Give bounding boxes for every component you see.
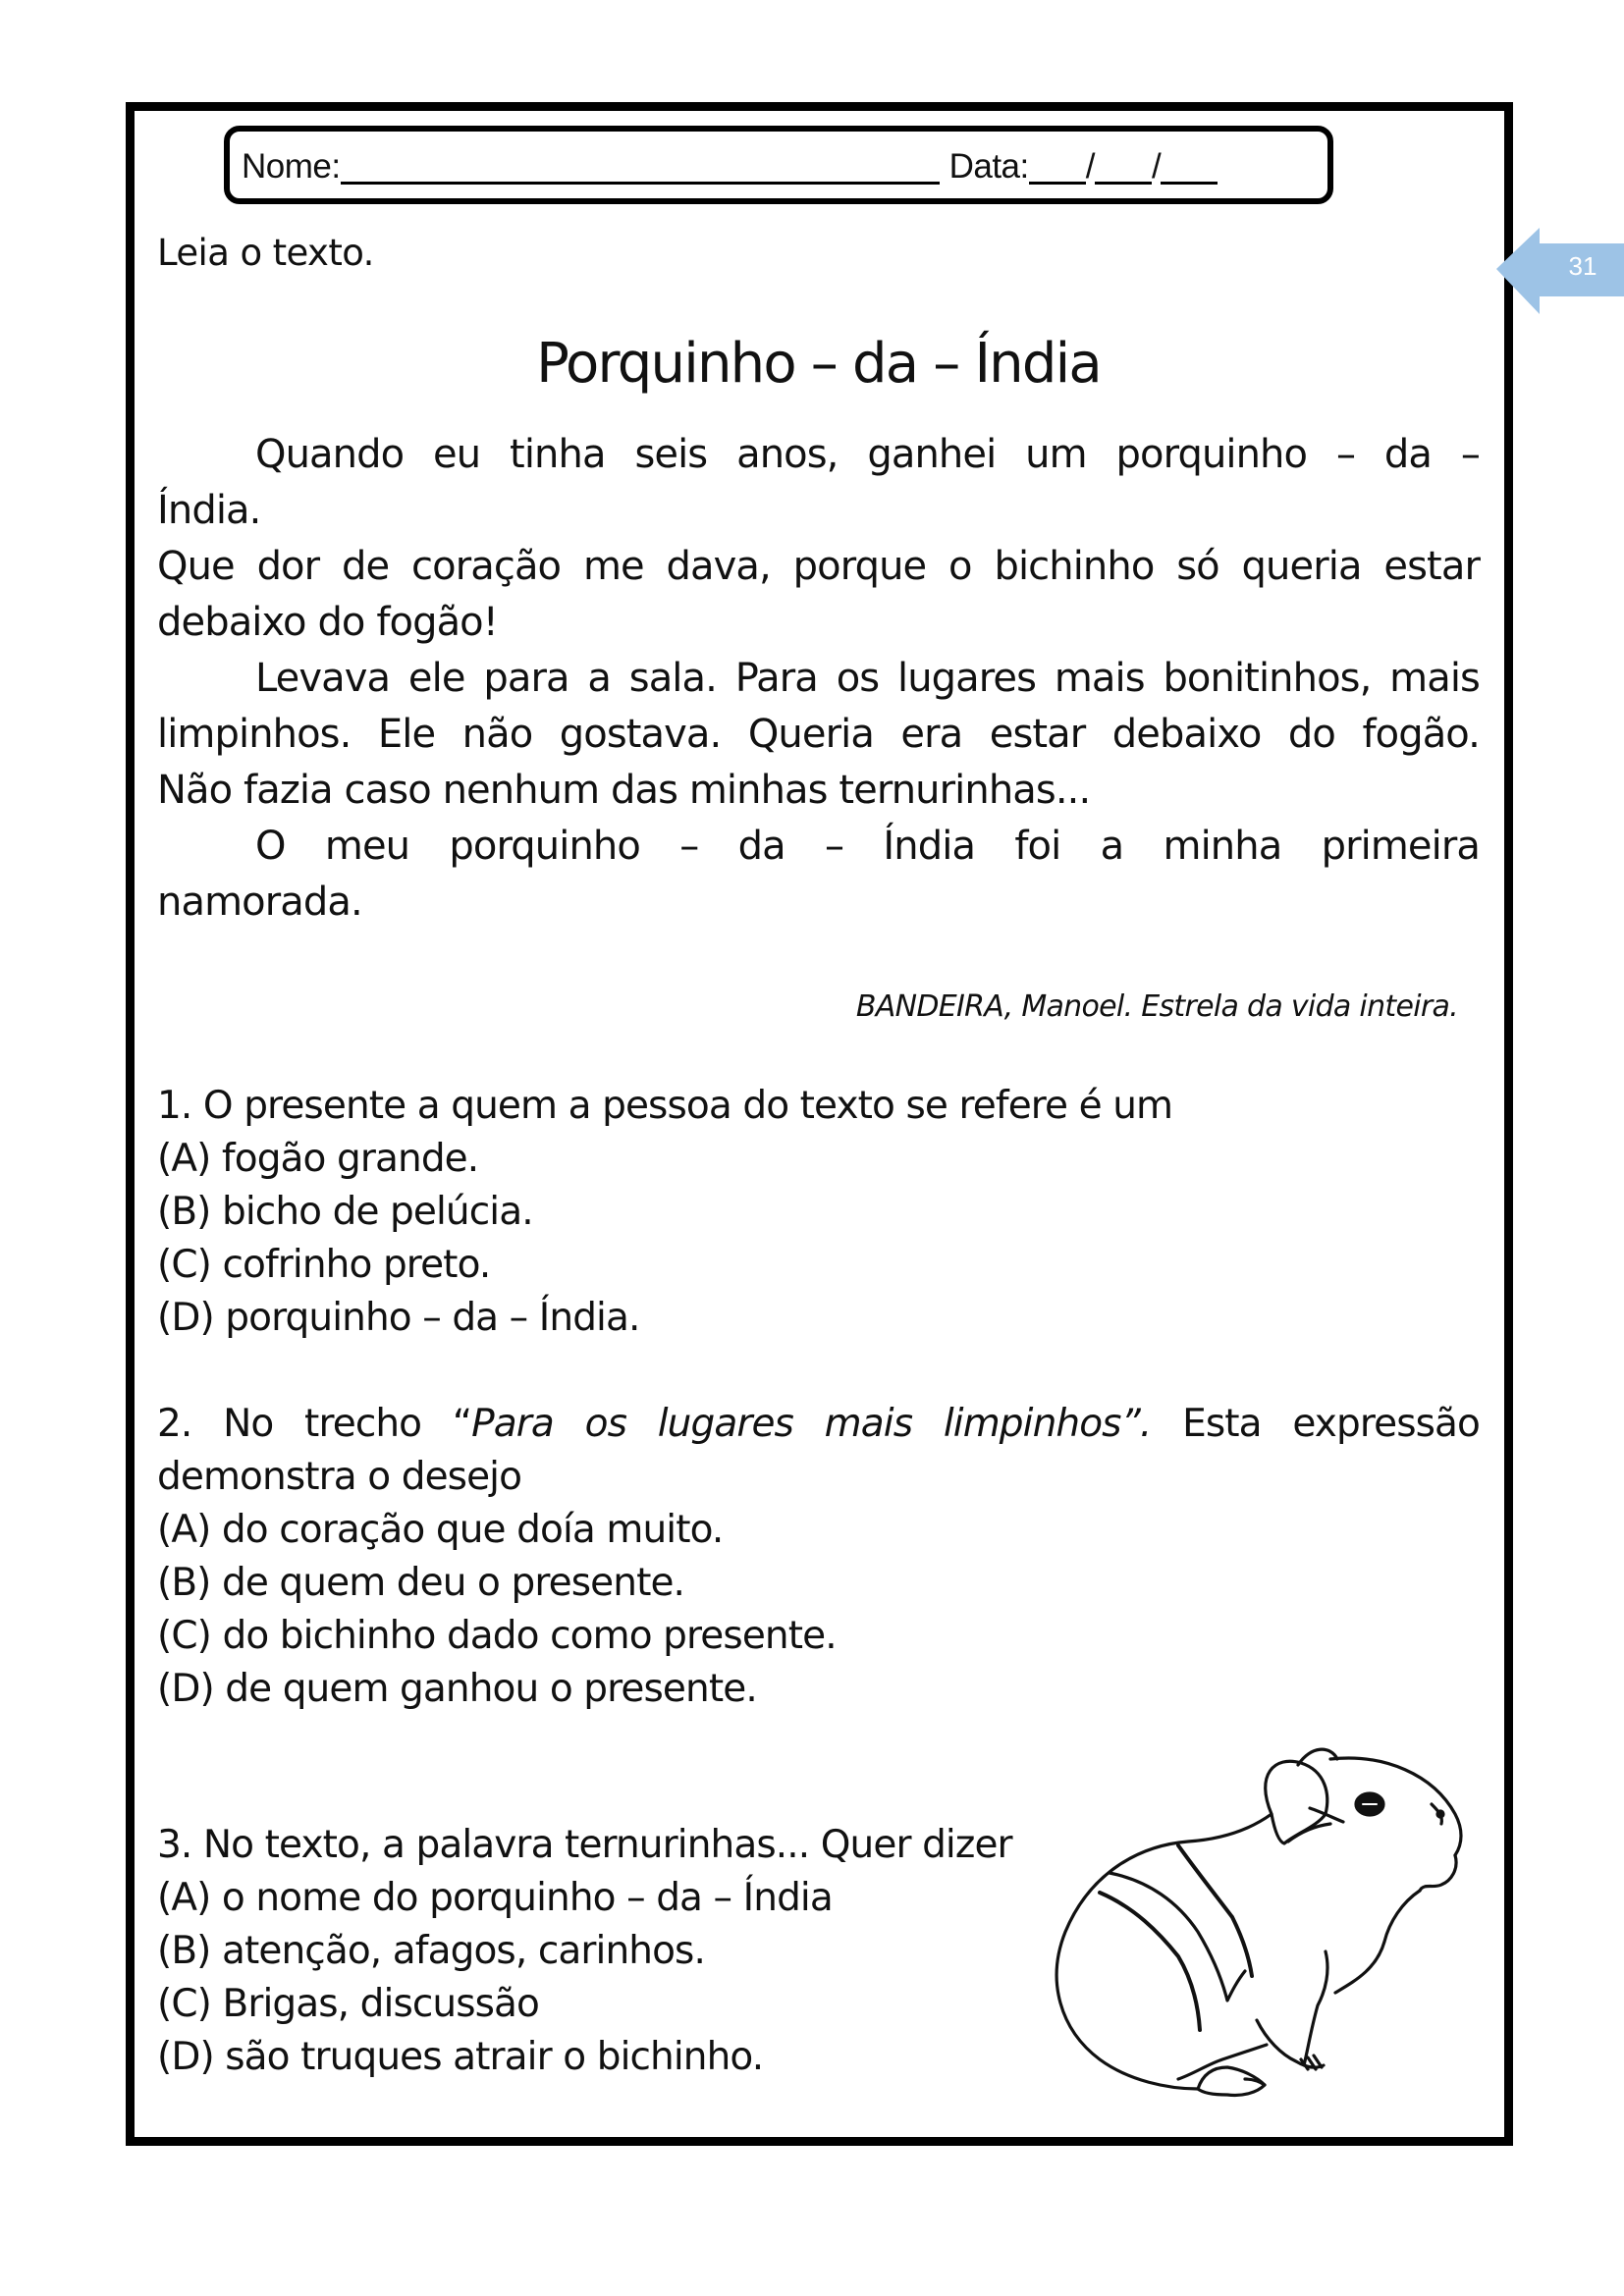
question-3-prompt: 3. No texto, a palavra ternurinhas... Quer dizer [157,1823,1012,1867]
story-line: Não fazia caso nenhum das minhas ternurinhas... [157,768,1091,813]
instruction-text: Leia o texto. [157,232,374,274]
question-2-option-d[interactable]: (D) de quem ganhou o presente. [157,1667,757,1711]
name-label: Nome: [242,147,341,186]
question-2-prompt-start: 2. No trecho “ [157,1402,472,1446]
question-1-option-d[interactable]: (D) porquinho – da – Índia. [157,1296,640,1340]
story-line: debaixo do fogão! [157,600,498,645]
date-day-field[interactable] [1029,150,1086,185]
date-separator: / [1151,147,1162,186]
date-separator: / [1085,147,1095,186]
question-1-prompt: 1. O presente a quem a pessoa do texto se refere é um [157,1084,1173,1128]
question-2-option-b[interactable]: (B) de quem deu o presente. [157,1561,685,1605]
question-1-option-b[interactable]: (B) bicho de pelúcia. [157,1190,533,1234]
citation: BANDEIRA, Manoel. Estrela da vida inteira. [855,989,1458,1024]
story-line: Índia. [157,488,261,533]
story-line: Quando eu tinha seis anos, ganhei um porquinho – da – [255,432,1480,477]
story-line: Levava ele para a sala. Para os lugares mais bonitinhos, mais [255,656,1480,701]
question-2-option-c[interactable]: (C) do bichinho dado como presente. [157,1614,837,1658]
date-month-field[interactable] [1095,150,1152,185]
question-3-option-c[interactable]: (C) Brigas, discussão [157,1982,540,2026]
question-2-quote: Para os lugares mais limpinhos”. [471,1402,1152,1446]
question-3-option-b[interactable]: (B) atenção, afagos, carinhos. [157,1929,705,1973]
name-field[interactable] [341,150,940,185]
question-2-prompt-line2: demonstra o desejo [157,1455,522,1499]
question-1-option-a[interactable]: (A) fogão grande. [157,1137,479,1181]
story-title: Porquinho – da – Índia [536,332,1101,396]
story-line: O meu porquinho – da – Índia foi a minha primeira [255,824,1480,869]
date-year-field[interactable] [1161,150,1218,185]
question-2-prompt [157,1402,1480,1446]
question-1-option-c[interactable]: (C) cofrinho preto. [157,1243,491,1287]
question-3-option-d[interactable]: (D) são truques atrair o bichinho. [157,2035,764,2079]
page-number-marker [1496,228,1624,316]
guinea-pig-icon [1031,1735,1492,2118]
story-line: limpinhos. Ele não gostava. Queria era estar debaixo do fogão. [157,712,1480,757]
question-2-option-a[interactable]: (A) do coração que doía muito. [157,1508,724,1552]
story-line: Que dor de coração me dava, porque o bichinho só queria estar [157,544,1480,589]
name-date-row [242,147,1218,187]
date-label: Data: [948,147,1029,186]
question-2-prompt-end: Esta expressão [1151,1402,1480,1446]
guinea-pig-illustration [1031,1735,1492,2118]
page-number: 31 [1568,251,1597,281]
name-date-box [224,126,1333,204]
question-3-option-a[interactable]: (A) o nome do porquinho – da – Índia [157,1876,833,1920]
story-line: namorada. [157,880,362,925]
